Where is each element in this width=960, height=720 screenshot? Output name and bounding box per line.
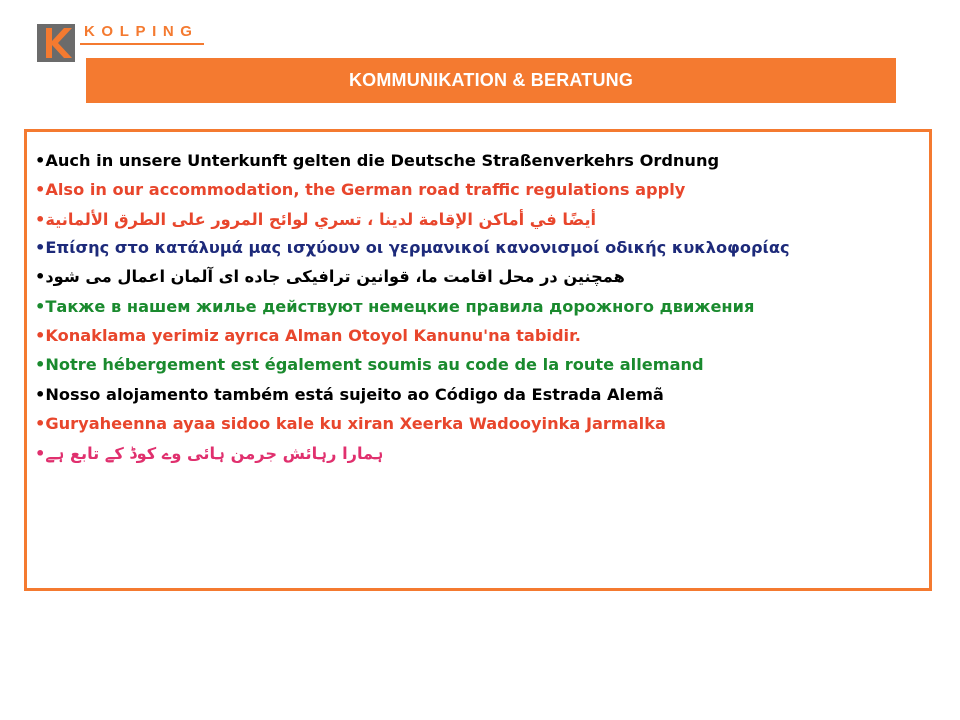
line-russian — [35, 292, 929, 321]
line-somali — [35, 409, 929, 438]
content-box — [24, 129, 932, 591]
line-text: Notre hébergement est également soumis au code de la route allemand — [45, 355, 704, 375]
line-persian — [35, 262, 929, 291]
line-text: Guryaheenna ayaa sidoo kale ku xiran Xeerka Wadooyinka Jarmalka — [45, 414, 666, 434]
line-text: همچنین در محل اقامت ما، قوانین ترافیکی جاده ای آلمان اعمال می شود — [45, 267, 625, 287]
line-text: Auch in unsere Unterkunft gelten die Deutsche Straßenverkehrs Ordnung — [45, 151, 720, 170]
kolping-logo — [37, 24, 75, 62]
line-english — [35, 175, 929, 204]
line-text: أيضًا في أماكن الإقامة لدينا ، تسري لوائح المرور على الطرق الألمانية — [45, 209, 597, 229]
line-text: Также в нашем жилье действуют немецкие правила дорожного движения — [45, 296, 755, 316]
bullet: • — [35, 267, 46, 287]
brand-wordmark — [80, 22, 204, 46]
line-greek — [35, 234, 927, 262]
brand-underline — [80, 43, 204, 45]
bullet: • — [35, 384, 46, 404]
bullet: • — [35, 443, 46, 463]
header-bar — [86, 58, 896, 103]
line-text: Konaklama yerimiz ayrıca Alman Otoyol Kanunu'na tabidir. — [45, 326, 581, 346]
line-portuguese — [35, 380, 929, 409]
line-text: Επίσης στο κατάλυμά μας ισχύουν οι γερμανικοί κανονισμοί οδικής κυκλοφορίας — [45, 238, 790, 258]
message-list — [35, 146, 929, 468]
line-text: Nosso alojamento também está sujeito ao Código da Estrada Alemã — [45, 384, 664, 404]
line-german — [35, 146, 929, 175]
bullet: • — [35, 238, 46, 258]
line-arabic — [35, 205, 929, 234]
line-text: ہمارا رہائش جرمن ہائی وے کوڈ کے تابع ہے — [45, 443, 384, 463]
bullet: • — [35, 326, 46, 346]
line-turkish — [35, 321, 929, 350]
line-french — [35, 350, 929, 379]
bullet: • — [35, 180, 46, 200]
bullet: • — [35, 355, 46, 375]
bullet: • — [35, 296, 46, 316]
brand-text: KOLPING — [84, 23, 199, 40]
bullet: • — [35, 209, 46, 229]
kolping-k-logo-icon — [37, 24, 75, 62]
bullet: • — [35, 414, 46, 434]
line-text: Also in our accommodation, the German road traffic regulations apply — [45, 180, 686, 200]
bullet: • — [35, 151, 46, 170]
line-urdu — [35, 439, 929, 468]
page-title: KOMMUNIKATION & BERATUNG — [348, 70, 634, 90]
